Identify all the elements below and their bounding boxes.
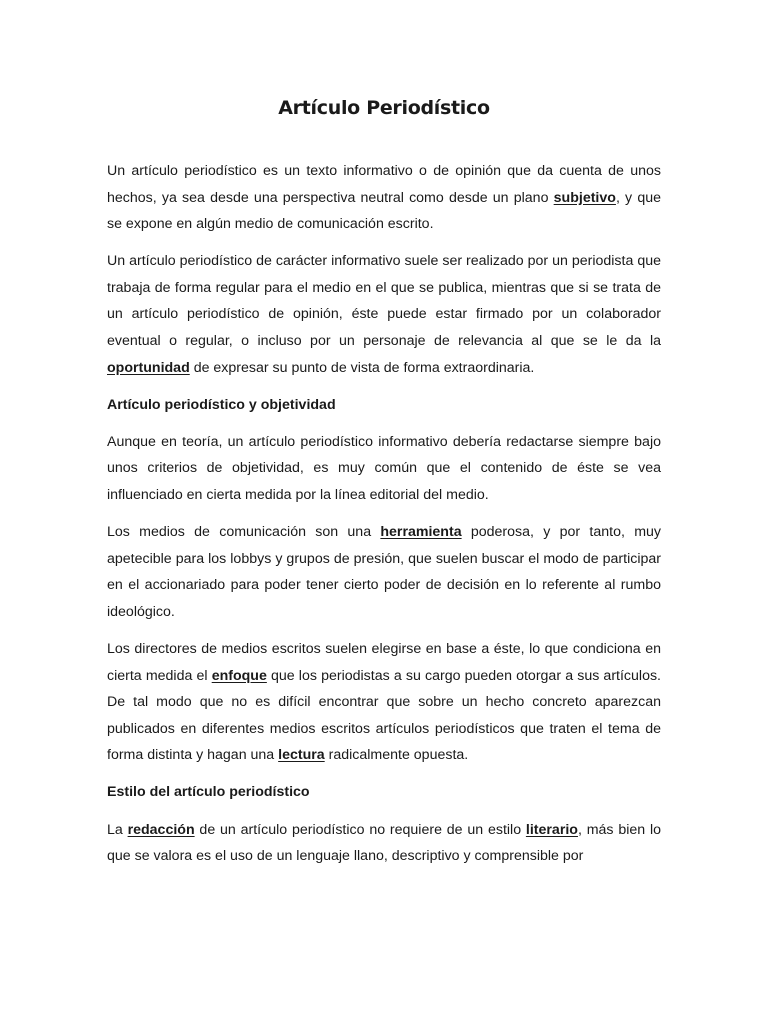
paragraph bbox=[107, 817, 661, 870]
text-run: Un artículo periodístico de carácter informativo suele ser realizado por un periodista que trabaja de forma regular para el medio en el que se publica, mientras que si se trata de un artículo periodístico de opinión, éste puede estar firmado por un colaborador eventual o regular, o incluso por un personaje de relevancia al que se le da la bbox=[107, 253, 661, 350]
text-run: , y que se expone en algún medio de comunicación escrito. bbox=[107, 189, 662, 233]
keyword-link-oportunidad[interactable]: oportunidad bbox=[107, 359, 190, 376]
paragraph bbox=[107, 429, 661, 509]
paragraph bbox=[107, 519, 661, 625]
text-run: Aunque en teoría, un artículo periodístico informativo debería redactarse siempre bajo unos criterios de objetividad, es muy común que el contenido de éste se vea influenciado en cierta medida por la línea editorial del medio. bbox=[107, 433, 661, 504]
text-run: de expresar su punto de vista de forma extraordinaria. bbox=[189, 359, 535, 376]
keyword-link-redaccion[interactable]: redacción bbox=[127, 821, 195, 838]
section-heading-objetividad: Artículo periodístico y objetividad bbox=[107, 396, 336, 413]
text-run: La bbox=[107, 821, 128, 838]
section-heading-estilo: Estilo del artículo periodístico bbox=[107, 784, 310, 801]
document-body bbox=[107, 158, 661, 880]
document-title: Artículo Periodístico bbox=[278, 97, 490, 119]
keyword-link-literario[interactable]: literario bbox=[525, 821, 578, 838]
text-run: de un artículo periodístico no requiere de un estilo bbox=[194, 821, 526, 838]
text-run: Los medios de comunicación son una bbox=[107, 524, 381, 541]
paragraph bbox=[107, 248, 661, 381]
text-run: , más bien lo que se valora es el uso de un lenguaje llano, descriptivo y comprensible por bbox=[107, 821, 661, 865]
paragraph bbox=[107, 636, 661, 769]
text-run: Los directores de medios escritos suelen elegirse en base a éste, lo que condiciona en cierta medida el bbox=[107, 641, 661, 684]
paragraph bbox=[107, 158, 661, 238]
keyword-link-subjetivo[interactable]: subjetivo bbox=[553, 189, 616, 206]
text-run: poderosa, y por tanto, muy apetecible para los lobbys y grupos de presión, que suelen buscar el modo de participar en el accionariado para poder tener cierto poder de decisión en lo referente al rumbo ideológico. bbox=[107, 524, 661, 620]
text-run: Un artículo periodístico es un texto informativo o de opinión que da cuenta de unos hechos, ya sea desde una perspectiva neutral como desde un plano bbox=[107, 163, 661, 206]
text-run: que los periodistas a su cargo pueden otorgar a sus artículos. De tal modo que no es difícil encontrar que sobre un hecho concreto aparezcan publicados en diferentes medios escritos artículos periodísticos que traten el tema de forma distinta y hagan una bbox=[107, 667, 661, 764]
keyword-link-enfoque[interactable]: enfoque bbox=[211, 667, 267, 684]
keyword-link-herramienta[interactable]: herramienta bbox=[380, 524, 462, 541]
text-run: radicalmente opuesta. bbox=[324, 747, 469, 764]
keyword-link-lectura[interactable]: lectura bbox=[278, 747, 325, 764]
